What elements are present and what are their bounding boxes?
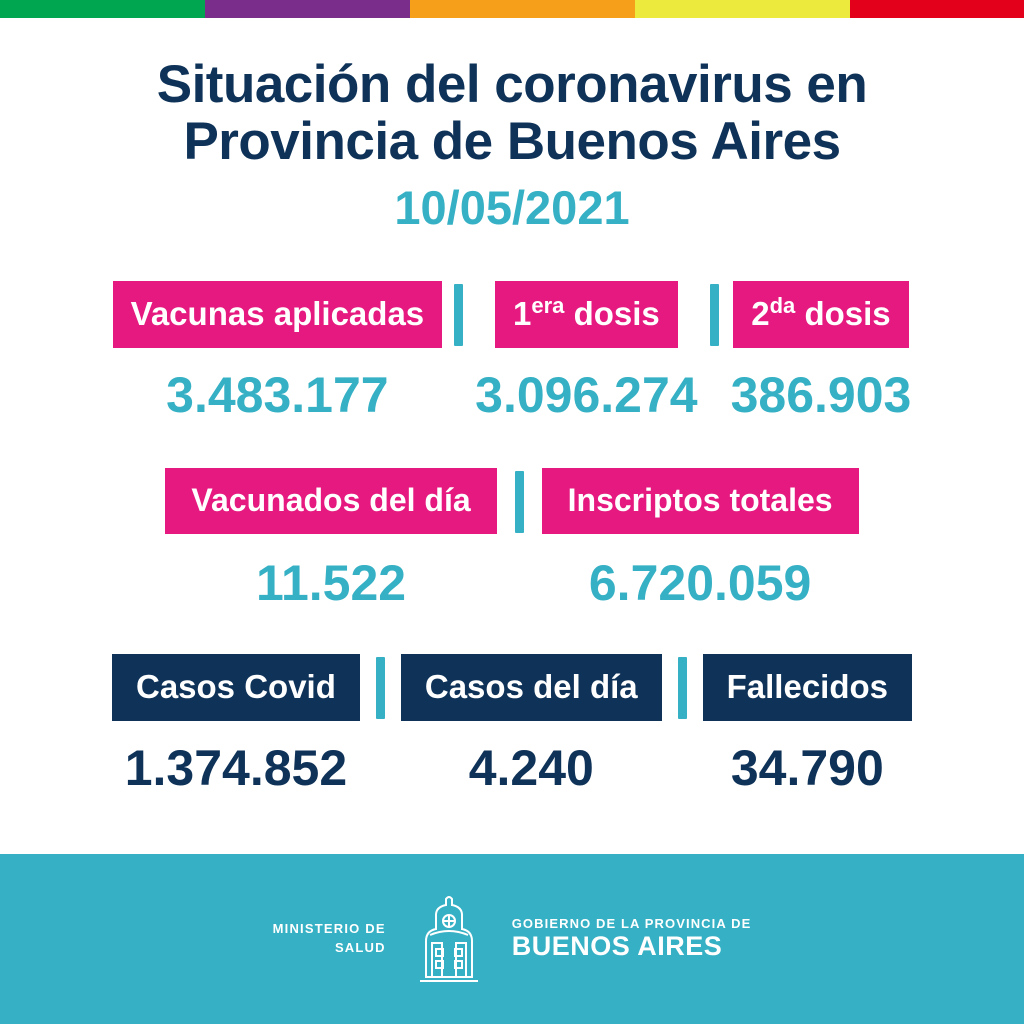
stat-value-casos-covid: 1.374.852: [124, 740, 348, 797]
statistics-section: [0, 275, 1024, 797]
divider-vertical: [515, 471, 524, 533]
stat-fallecidos: [703, 654, 912, 797]
stat-label-segunda-dosis-number: 2: [751, 295, 770, 333]
stat-label-vacunas-aplicadas: Vacunas aplicadas: [113, 281, 443, 348]
stat-label-segunda-dosis: [733, 281, 908, 348]
page-footer: [0, 854, 1024, 1024]
report-date: 10/05/2021: [394, 181, 630, 235]
government-label: [512, 916, 752, 962]
page-title-line2: Provincia de Buenos Aires: [183, 112, 841, 172]
page-title-line1: Situación del coronavirus en: [156, 55, 868, 114]
government-label-line2: BUENOS AIRES: [511, 930, 723, 961]
stat-label-primera-dosis: [495, 281, 678, 348]
stat-value-vacunas-aplicadas: 3.483.177: [166, 367, 389, 424]
decorative-color-bar: [0, 0, 1024, 18]
stat-label-fallecidos: Fallecidos: [703, 654, 912, 721]
stat-label-inscriptos-totales: Inscriptos totales: [542, 468, 859, 534]
divider-vertical: [710, 284, 719, 346]
government-label-line1: GOBIERNO DE LA PROVINCIA DE: [511, 915, 752, 931]
stat-primera-dosis: [475, 281, 698, 424]
stat-vacunados-del-dia: [165, 468, 496, 612]
page-header: [0, 18, 1024, 235]
stat-label-vacunados-del-dia: Vacunados del día: [165, 468, 496, 534]
color-bar-segment-orange: [410, 0, 635, 18]
stat-segunda-dosis: [730, 281, 912, 424]
divider-vertical: [454, 284, 463, 346]
ministry-label-line2: SALUD: [334, 940, 386, 955]
divider-vertical: [376, 657, 385, 719]
color-bar-segment-red: [850, 0, 1024, 18]
stat-label-casos-del-dia: Casos del día: [401, 654, 662, 721]
stat-label-primera-dosis-number: 1: [512, 295, 532, 333]
stat-casos-del-dia: [401, 654, 662, 797]
color-bar-segment-purple: [205, 0, 410, 18]
provincia-buenos-aires-logo-icon: [406, 891, 492, 987]
stat-casos-covid: [112, 654, 360, 797]
stat-value-fallecidos: 34.790: [730, 740, 884, 797]
ministry-label-line1: MINISTERIO DE: [272, 921, 386, 937]
stat-value-primera-dosis: 3.096.274: [475, 367, 698, 424]
daily-row: [0, 468, 1024, 612]
stat-vacunas-aplicadas: [113, 281, 443, 424]
stat-label-casos-covid: Casos Covid: [112, 654, 360, 721]
stat-label-segunda-dosis-ordinal: da: [769, 293, 796, 319]
stat-label-primera-dosis-rest: dosis: [573, 295, 660, 333]
covid-row: [0, 654, 1024, 797]
vaccines-row: [0, 281, 1024, 424]
stat-value-inscriptos-totales: 6.720.059: [588, 555, 812, 612]
stat-inscriptos-totales: [542, 468, 859, 612]
ministry-label: [273, 920, 386, 958]
stat-value-vacunados-del-dia: 11.522: [255, 555, 407, 612]
color-bar-segment-yellow: [635, 0, 850, 18]
stat-value-segunda-dosis: 386.903: [730, 367, 912, 424]
divider-vertical: [678, 657, 687, 719]
stat-value-casos-del-dia: 4.240: [468, 740, 594, 797]
stat-label-segunda-dosis-rest: dosis: [804, 295, 891, 333]
color-bar-segment-green: [0, 0, 205, 18]
stat-label-primera-dosis-ordinal: era: [531, 293, 565, 319]
